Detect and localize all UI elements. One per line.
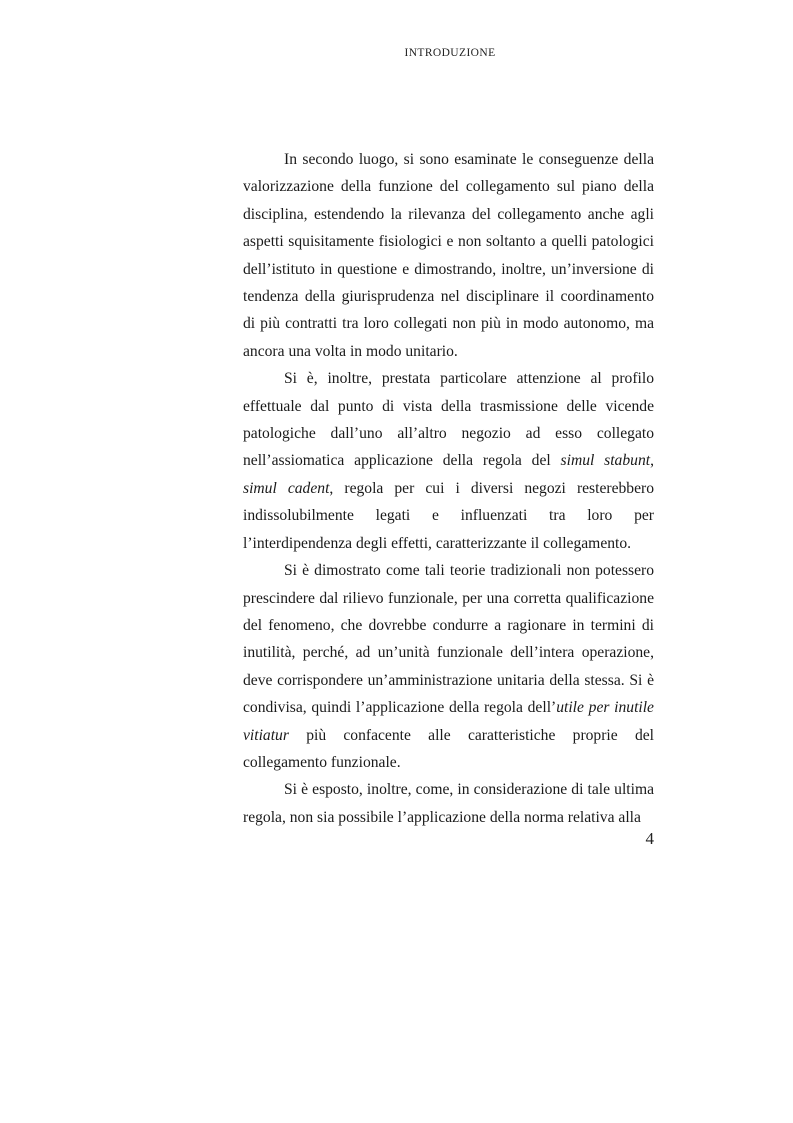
paragraph-2-text-b: , [650,452,654,470]
running-header: INTRODUZIONE [404,47,496,59]
paragraph-4: Si è esposto, inoltre, come, in considerazione di tale ultima regola, non sia possibile l’applicazione della norma relativa alla [243,781,654,826]
paragraph-2-text-a: Si è, inoltre, prestata particolare attenzione al profilo effettuale dal punto di vista della trasmissione delle vicende patologiche dall’uno all’altro negozio ad esso collegato nell’assiomatica applicazione della regola del [243,370,654,470]
paragraph-3-text-a: Si è dimostrato come tali teorie tradizionali non potessero prescindere dal rilievo funzionale, per una corretta qualificazione del fenomeno, che dovrebbe condurre a ragionare in termini di inutilità, perché, ad un’unità funzionale dell’intera operazione, deve corrispondere un’amministrazione unitaria della stessa. Si è condivisa, quindi l’applicazione della regola dell’ [243,562,654,717]
latin-phrase-utile-per-inutile: utile per inutile vitiatur [243,699,654,744]
paragraph-3 [243,557,654,776]
latin-phrase-simul-stabunt: simul stabunt [560,452,651,470]
paragraph-2-text-c: , regola per cui i diversi negozi resterebbero indissolubilmente legati e influenzati tra loro per l’interdipendenza degli effetti, caratterizzante il collegamento. [243,479,654,552]
body-text [243,146,654,831]
latin-phrase-simul-cadent: simul cadent [243,479,330,497]
page-number: 4 [645,829,654,848]
paragraph-2 [243,365,654,557]
paragraph-3-text-b: più confacente alle caratteristiche proprie del collegamento funzionale. [243,726,654,771]
paragraph-1: In secondo luogo, si sono esaminate le conseguenze della valorizzazione della funzione del collegamento sul piano della disciplina, estendendo la rilevanza del collegamento anche agli aspetti squisitamente fisiologici e non soltanto a quelli patologici dell’istituto in questione e dimostrando, inoltre, un’inversione di tendenza della giurisprudenza nel disciplinare il coordinamento di più contratti tra loro collegati non più in modo autonomo, ma ancora una volta in modo unitario. [243,151,654,360]
